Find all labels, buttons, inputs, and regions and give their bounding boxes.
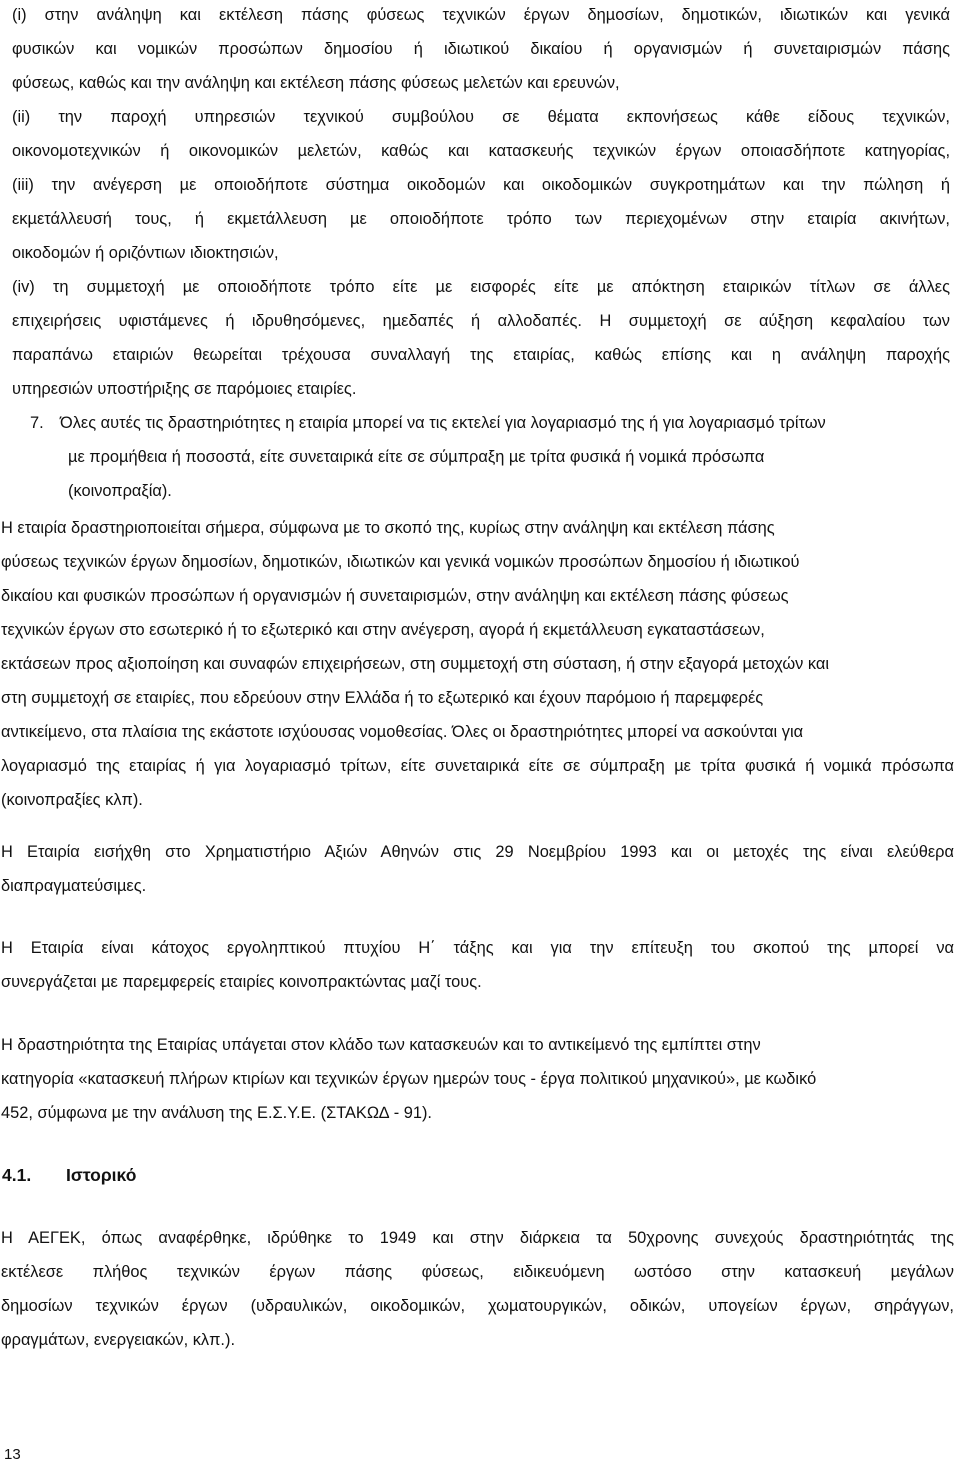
list-line: (i) στην ανάληψη και εκτέλεση πάσης φύσεως τεχνικών έργων δηµοσίων, δηµοτικών, ιδιωτικών και γενικά <box>12 6 950 24</box>
paragraph-line: (κοινοπραξίες κλπ). <box>1 791 143 809</box>
paragraph-line: τεχνικών έργων στο εσωτερικό ή το εξωτερικό και στην ανέγερση, αγορά ή εκµετάλλευση εγκαταστάσεων, <box>1 621 765 639</box>
list-line: φύσεως, καθώς και την ανάληψη και εκτέλεση πάσης φύσεως µελετών και ερευνών, <box>12 74 620 92</box>
paragraph-line: εκτάσεων προς αξιοποίηση και συναφών επιχειρήσεων, στη συµµετοχή στη σύσταση, ή στην εξαγορά µετοχών και <box>1 655 830 673</box>
paragraph-line: δικαίου και φυσικών προσώπων ή οργανισµών ή συνεταιρισµών, στην ανάληψη και εκτέλεση πάσης φύσεως <box>1 587 789 605</box>
paragraph-sector <box>1 1028 954 1130</box>
list-line: παραπάνω εταιριών θεωρείται τρέχουσα συναλλαγή της εταιρίας, καθώς επίσης και η ανάληψη παροχής <box>12 346 950 364</box>
list-line: (ii) την παροχή υπηρεσιών τεχνικού συµβούλου σε θέµατα εκπονήσεως κάθε είδους τεχνικών, <box>12 108 950 126</box>
list-line: οικοδοµών ή οριζόντιων ιδιοκτησιών, <box>12 244 279 262</box>
paragraph-stock-listing <box>1 835 954 903</box>
paragraph-line: στη συµµετοχή σε εταιρίες, που εδρεύουν στην Ελλάδα ή το εξωτερικό και έχουν παρόµοιο ή παρεµφερές <box>1 689 764 707</box>
paragraph-line: φύσεως τεχνικών έργων δηµοσίων, δηµοτικών, ιδιωτικών και γενικά νοµικών προσώπων δηµοσίου ή ιδιωτικού <box>1 553 800 571</box>
page-number: 13 <box>4 1446 21 1463</box>
section-number: 4.1. <box>2 1165 32 1185</box>
paragraph-line: λογαριασµό της εταιρίας ή για λογαριασµό τρίτων, είτε συνεταιρικά είτε σε σύµπραξη µε τρίτα φυσικά ή νοµικά πρόσωπα <box>1 757 954 775</box>
paragraph-line: Η εταιρία δραστηριοποιείται σήµερα, σύµφωνα µε το σκοπό της, κυρίως στην ανάληψη και εκτέλεση πάσης <box>1 519 775 537</box>
list-line: φυσικών και νοµικών προσώπων δηµοσίου ή ιδιωτικού δικαίου ή οργανισµών ή συνεταιρισµών πάσης <box>12 40 950 58</box>
section-heading <box>2 1160 136 1190</box>
item-7 <box>12 406 950 508</box>
paragraph-line: Η ΑΕΓΕΚ, όπως αναφέρθηκε, ιδρύθηκε το 1949 και στην διάρκεια τα 50χρονης συνεχούς δραστηριότητάς της <box>1 1229 954 1247</box>
section-title: Ιστορικό <box>66 1165 137 1185</box>
item-7-line: µε προµήθεια ή ποσοστά, είτε συνεταιρικά είτε σε σύµπραξη µε τρίτα φυσικά ή νοµικά πρόσωπα <box>68 448 765 466</box>
paragraph-line: Η Εταιρία εισήχθη στο Χρηµατιστήριο Αξιών Αθηνών στις 29 Νοεµβρίου 1993 και οι µετοχές της είναι ελεύθερα <box>1 843 954 861</box>
paragraph-line: εκτέλεσε πλήθος τεχνικών έργων πάσης φύσεως, ειδικευόµενη ωστόσο στην κατασκευή µεγάλων <box>1 1263 954 1281</box>
paragraph-line: κατηγορία «κατασκευή πλήρων κτιρίων και τεχνικών έργων ηµερών τους - έργα πολιτικού µηχανικού», µε κωδικό <box>1 1070 817 1088</box>
paragraph-line: δηµοσίων τεχνικών έργων (υδραυλικών, οικοδοµικών, χωµατουργικών, οδικών, υπογείων έργων, σηράγγων, <box>1 1297 954 1315</box>
list-line: (iv) τη συµµετοχή µε οποιοδήποτε τρόπο είτε µε εισφορές είτε µε απόκτηση εταιρικών τίτλων σε άλλες <box>12 278 950 296</box>
paragraph-line: διαπραγµατεύσιµες. <box>1 877 147 895</box>
paragraph-license <box>1 931 954 999</box>
item-7-line: (κοινοπραξία). <box>68 482 172 500</box>
activities-list <box>12 0 950 406</box>
list-line: υπηρεσιών υποστήριξης σε παρόµοιες εταιρίες. <box>12 380 357 398</box>
item-7-number: 7. <box>30 414 44 432</box>
paragraph-history <box>1 1221 954 1357</box>
paragraph-current-activity <box>1 511 954 817</box>
item-7-line: Όλες αυτές τις δραστηριότητες η εταιρία µπορεί να τις εκτελεί για λογαριασµό της ή για λογαριασµό τρίτων <box>60 414 826 432</box>
paragraph-line: φραγµάτων, ενεργειακών, κλπ.). <box>1 1331 235 1349</box>
paragraph-line: Η Εταιρία είναι κάτοχος εργοληπτικού πτυχίου Η΄ τάξης και για την επίτευξη του σκοπού της µπορεί να <box>1 939 954 957</box>
list-line: οικονοµοτεχνικών ή οικονοµικών µελετών, καθώς και κατασκευής τεχνικών έργων οποιασδήποτε κατηγορίας, <box>12 142 950 160</box>
list-line: επιχειρήσεις υφιστάµενες ή ιδρυθησόµενες, ηµεδαπές ή αλλοδαπές. Η συµµετοχή σε αύξηση κεφαλαίου των <box>12 312 950 330</box>
paragraph-line: συνεργάζεται µε παρεµφερείς εταιρίες κοινοπρακτώντας µαζί τους. <box>1 973 482 991</box>
list-line: (iii) την ανέγερση µε οποιοδήποτε σύστηµα οικοδοµών και οικοδοµικών συγκροτηµάτων και την πώληση ή <box>12 176 950 194</box>
paragraph-line: Η δραστηριότητα της Εταιρίας υπάγεται στον κλάδο των κατασκευών και το αντικείµενό της εµπίπτει στην <box>1 1036 761 1054</box>
paragraph-line: αντικείµενο, στα πλαίσια της εκάστοτε ισχύουσας νοµοθεσίας. Όλες οι δραστηριότητες µπορεί να ασκούνται για <box>1 723 804 741</box>
list-line: εκµετάλλευσή τους, ή εκµετάλλευση µε οποιοδήποτε τρόπο των περιεχοµένων στην εταιρία ακινήτων, <box>12 210 950 228</box>
paragraph-line: 452, σύµφωνα µε την ανάλυση της Ε.Σ.Υ.Ε. (ΣΤΑΚΩ∆ - 91). <box>1 1104 432 1122</box>
